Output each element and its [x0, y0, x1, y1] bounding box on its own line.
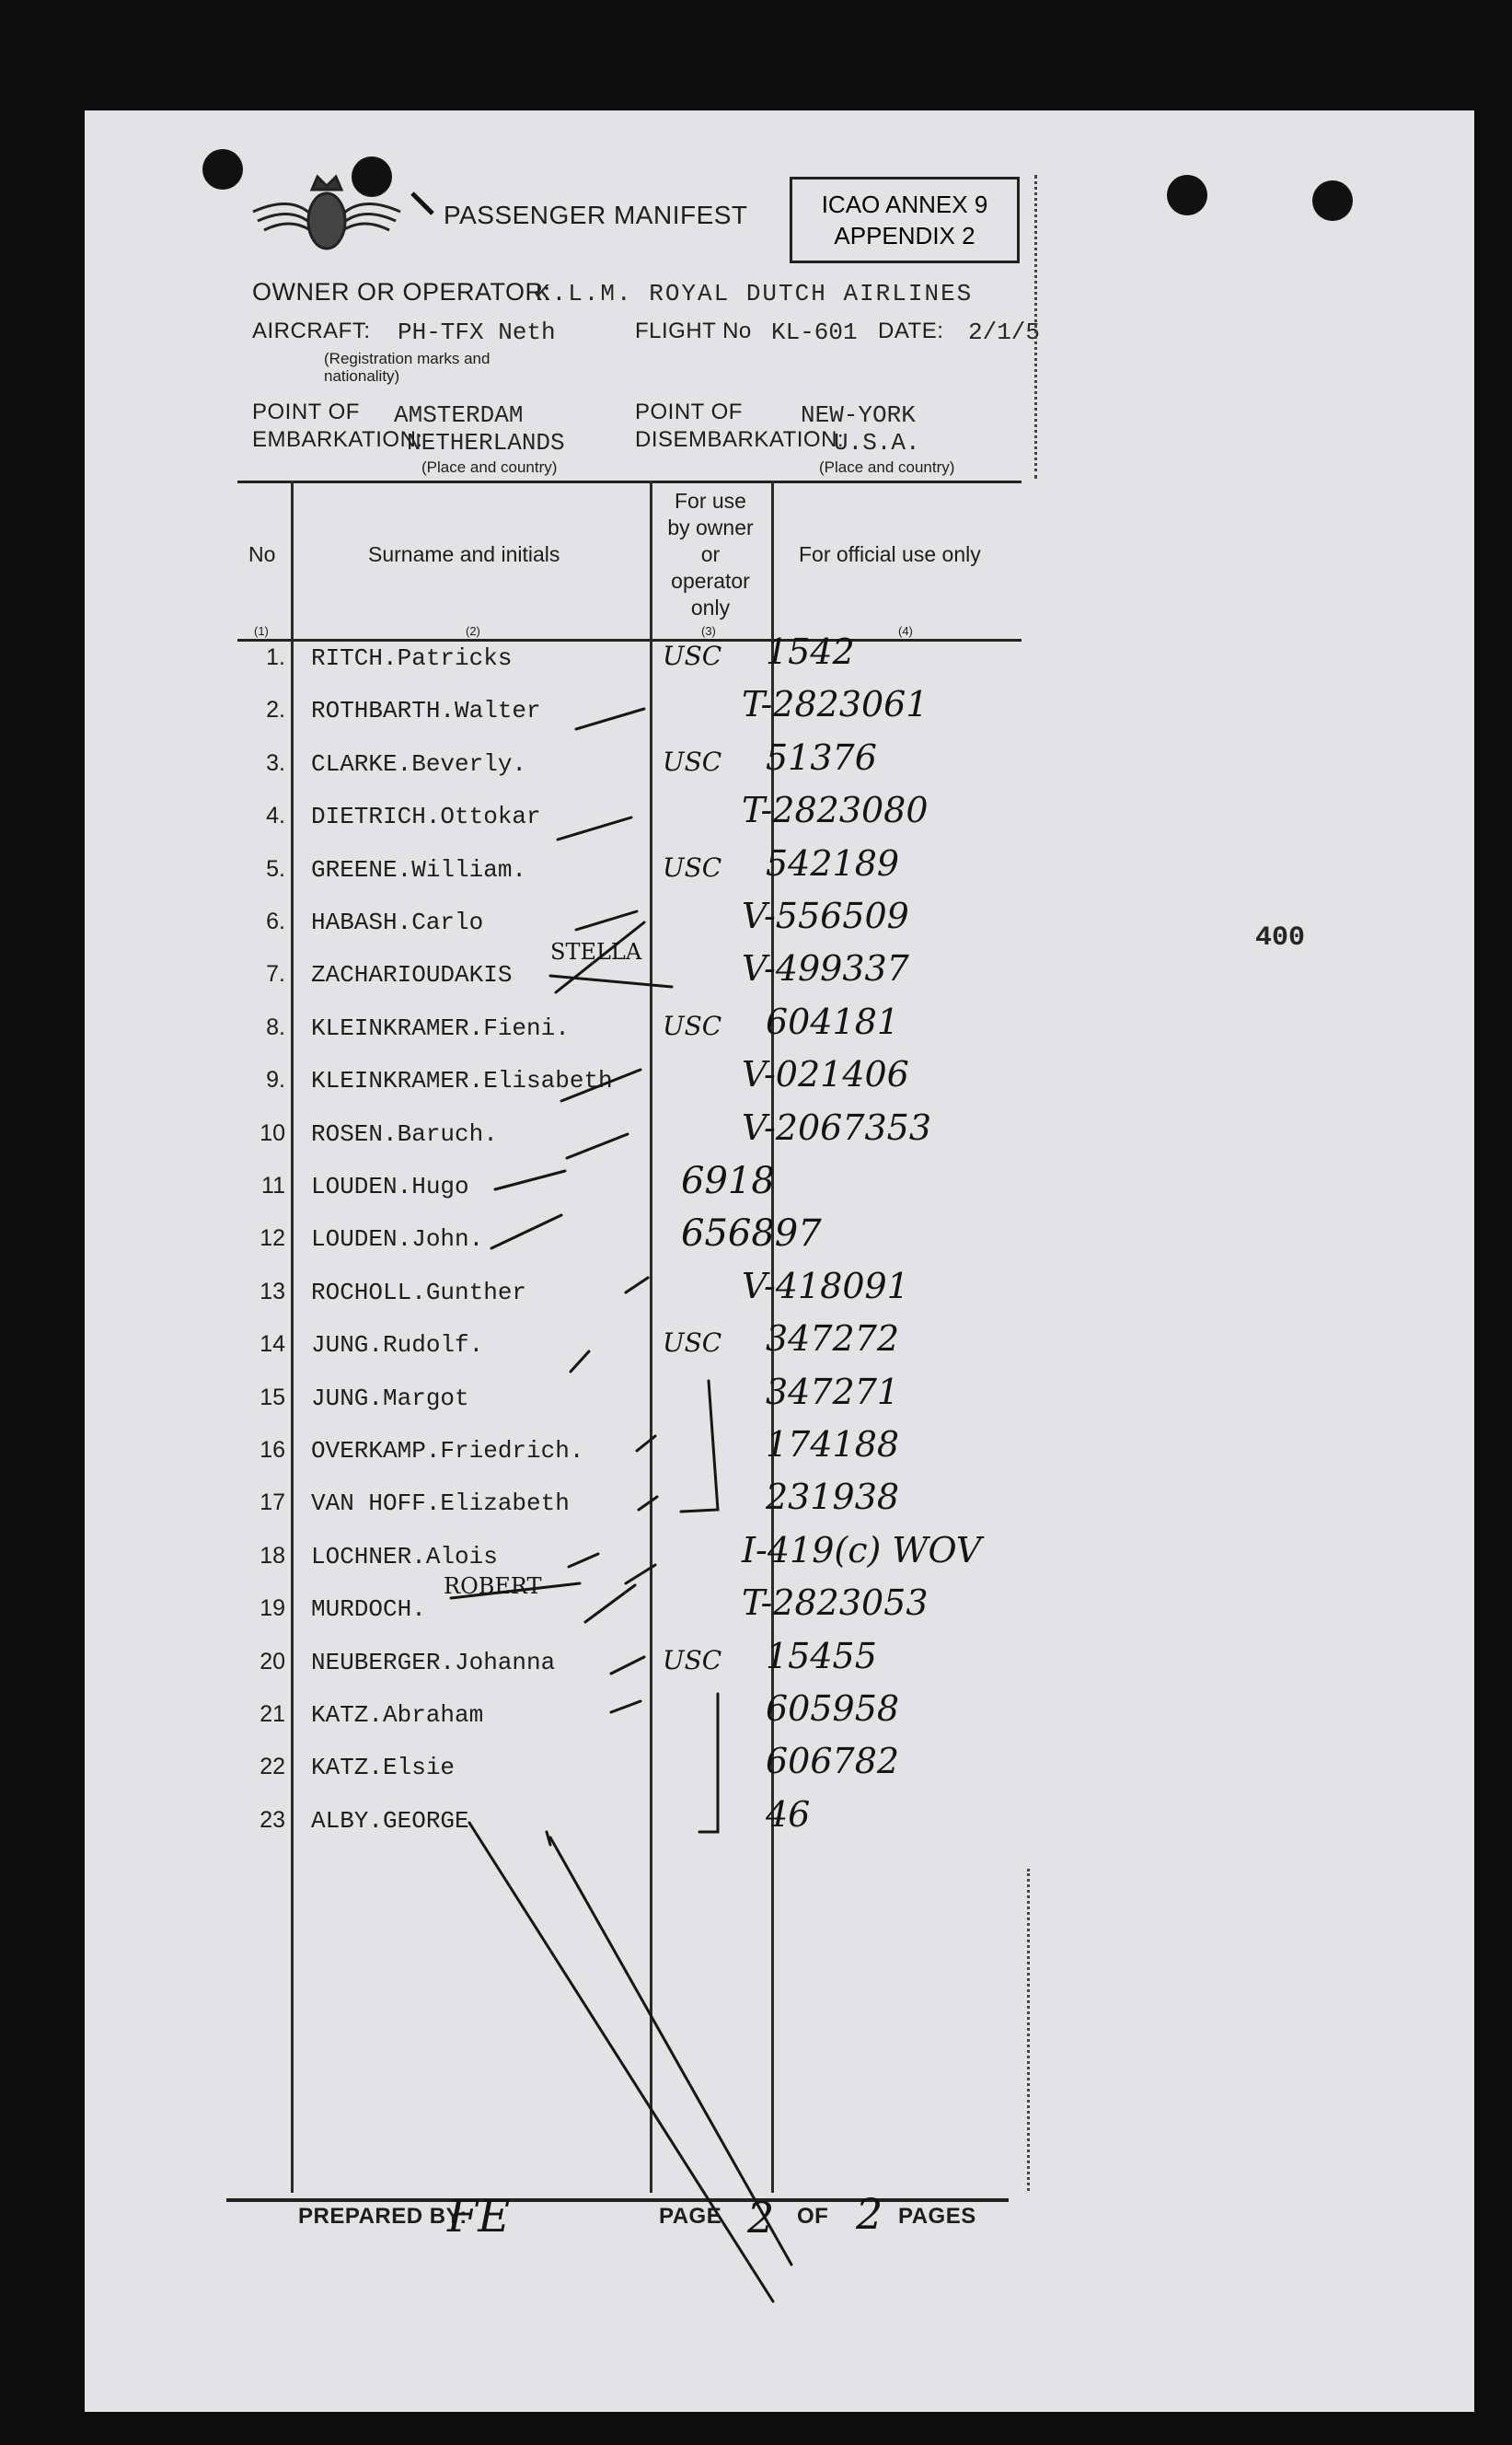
right-col-dotted — [1027, 1869, 1030, 2191]
row-number: 5. — [266, 856, 285, 882]
flight-label: FLIGHT No — [635, 319, 752, 343]
header-bottom-rule — [237, 639, 1021, 642]
col-owner-line: by owner — [667, 516, 754, 539]
aircraft-value: PH-TFX Neth — [398, 319, 556, 346]
row-number: 23 — [260, 1807, 285, 1833]
passenger-name: NEUBERGER.Johanna — [311, 1649, 556, 1676]
right-margin-dotted — [1034, 175, 1037, 479]
row-number: 9. — [266, 1067, 285, 1093]
prepared-by-label: PREPARED BY: — [298, 2204, 467, 2229]
row-number: 17 — [260, 1489, 285, 1515]
table-top-rule — [237, 481, 1021, 483]
row-number: 4. — [266, 803, 285, 829]
prepared-by-signature: FE — [447, 2191, 511, 2242]
name-correction: ROBERT — [444, 1573, 542, 1599]
official-use-entry: 46 — [766, 1794, 811, 1835]
passenger-name: ZACHARIOUDAKIS — [311, 961, 513, 989]
row-number: 7. — [266, 961, 285, 987]
official-use-entry: 542189 — [766, 843, 900, 884]
owner-use-entry: USC — [663, 747, 722, 777]
passenger-name: CLARKE.Beverly. — [311, 750, 527, 778]
table-bottom-rule — [226, 2198, 1009, 2202]
row-number: 3. — [266, 750, 285, 776]
official-use-entry: 604181 — [766, 1002, 900, 1042]
official-use-entry: T-2823080 — [742, 790, 929, 830]
row-number: 20 — [260, 1649, 285, 1674]
col-official-header: For official use only — [799, 542, 981, 566]
official-use-entry: V-418091 — [742, 1266, 909, 1306]
official-use-entry: 51376 — [766, 737, 877, 778]
row-number: 15 — [260, 1385, 285, 1410]
name-correction: STELLA — [550, 939, 642, 965]
flight-value: KL-601 — [771, 319, 858, 346]
page-label: PAGE — [659, 2204, 722, 2229]
owner-use-entry: USC — [663, 1011, 722, 1041]
passenger-name: ROCHOLL.Gunther — [311, 1279, 527, 1306]
passenger-name: HABASH.Carlo — [311, 909, 484, 936]
passenger-name: KLEINKRAMER.Fieni. — [311, 1014, 570, 1042]
disembark-note: (Place and country) — [819, 458, 955, 476]
col-owner-line: operator — [671, 569, 750, 593]
official-use-entry: V-021406 — [742, 1054, 909, 1095]
col-official-index: (4) — [898, 624, 913, 638]
official-use-entry: V-499337 — [742, 948, 909, 989]
official-use-entry: I-419(c) WOV — [742, 1530, 982, 1570]
embark-value-2: NETHERLANDS — [407, 429, 565, 457]
row-number: 12 — [260, 1225, 285, 1251]
official-use-entry: V-2067353 — [742, 1107, 932, 1148]
row-number: 2. — [266, 697, 285, 723]
official-use-entry: 606782 — [766, 1741, 900, 1781]
disembark-value-1: NEW-YORK — [801, 401, 916, 429]
passenger-name: RITCH.Patricks — [311, 644, 513, 672]
of-label: OF — [797, 2204, 829, 2229]
passenger-name: MURDOCH. — [311, 1595, 426, 1623]
passenger-name: OVERKAMP.Friedrich. — [311, 1437, 584, 1465]
row-number: 10 — [260, 1120, 285, 1146]
col-divider-1 — [291, 481, 294, 2193]
owner-value: K.L.M. ROYAL DUTCH AIRLINES — [536, 280, 974, 307]
official-use-entry: 605958 — [766, 1688, 900, 1729]
col-no-index: (1) — [254, 624, 269, 638]
icao-line-1: ICAO ANNEX 9 — [821, 191, 988, 218]
row-number: 18 — [260, 1543, 285, 1569]
col-surname-index: (2) — [466, 624, 480, 638]
col-divider-2 — [650, 481, 652, 2193]
embark-label-1: POINT OF — [252, 400, 360, 424]
embark-note: (Place and country) — [421, 458, 558, 476]
passenger-name: JUNG.Rudolf. — [311, 1331, 484, 1359]
pages-label: PAGES — [898, 2204, 976, 2229]
passenger-name: VAN HOFF.Elizabeth — [311, 1489, 570, 1517]
owner-use-entry: USC — [663, 641, 722, 671]
icao-annex-box — [790, 177, 1020, 263]
embark-label-2: EMBARKATION: — [252, 427, 423, 452]
passenger-name: KLEINKRAMER.Elisabeth — [311, 1067, 613, 1095]
col-owner-index: (3) — [701, 624, 716, 638]
row-number: 1. — [266, 644, 285, 670]
icao-line-2: APPENDIX 2 — [834, 222, 975, 249]
row-number: 11 — [261, 1173, 285, 1199]
owner-label: OWNER OR OPERATOR: — [252, 278, 551, 306]
row-number: 14 — [260, 1331, 285, 1357]
official-use-entry: 347271 — [766, 1372, 900, 1412]
owner-use-entry: 6918 — [681, 1160, 775, 1202]
passenger-name: KATZ.Abraham — [311, 1701, 484, 1729]
passenger-name: GREENE.William. — [311, 856, 527, 884]
row-number: 6. — [266, 909, 285, 934]
passenger-name: ROTHBARTH.Walter — [311, 697, 541, 724]
date-value: 2/1/5 — [968, 319, 1041, 346]
official-use-entry: V-556509 — [742, 896, 909, 936]
owner-use-entry: 656897 — [681, 1212, 822, 1255]
page-number: 2 — [747, 2193, 775, 2242]
disembark-value-2: U.S.A. — [834, 429, 920, 457]
embark-value-1: AMSTERDAM — [394, 401, 524, 429]
total-pages: 2 — [856, 2189, 883, 2239]
row-number: 16 — [260, 1437, 285, 1463]
passenger-name: LOUDEN.John. — [311, 1225, 484, 1253]
row-number: 13 — [260, 1279, 285, 1304]
col-owner-line: For use — [675, 489, 746, 513]
owner-use-entry: USC — [663, 852, 722, 883]
official-use-entry: T-2823053 — [742, 1582, 929, 1623]
owner-use-entry: USC — [663, 1327, 722, 1358]
row-number: 19 — [260, 1595, 285, 1621]
owner-use-entry: USC — [663, 1645, 722, 1675]
passenger-name: DIETRICH.Ottokar — [311, 803, 541, 830]
col-owner-header — [655, 488, 766, 621]
official-use-entry: 174188 — [766, 1424, 900, 1465]
passenger-name: ALBY.GEORGE — [311, 1807, 469, 1835]
manifest-title: PASSENGER MANIFEST — [444, 201, 748, 229]
passenger-name: ROSEN.Baruch. — [311, 1120, 498, 1148]
side-number: 400 — [1255, 922, 1306, 954]
col-owner-line: or — [700, 542, 721, 566]
passenger-name: JUNG.Margot — [311, 1385, 469, 1412]
official-use-entry: 1542 — [766, 632, 855, 672]
passenger-name: LOCHNER.Alois — [311, 1543, 498, 1570]
aircraft-note: (Registration marks and nationality) — [324, 350, 491, 385]
official-use-entry: 347272 — [766, 1318, 900, 1359]
disembark-label-2: DISEMBARKATION: — [635, 427, 845, 452]
passenger-name: KATZ.Elsie — [311, 1754, 456, 1781]
row-number: 22 — [260, 1754, 285, 1779]
official-use-entry: T-2823061 — [742, 684, 929, 724]
passenger-name: LOUDEN.Hugo — [311, 1173, 469, 1200]
row-number: 21 — [260, 1701, 285, 1727]
official-use-entry: 231938 — [766, 1477, 900, 1517]
col-surname-header: Surname and initials — [368, 542, 560, 566]
col-no-header: No — [248, 542, 276, 566]
row-number: 8. — [266, 1014, 285, 1040]
date-label: DATE: — [878, 319, 944, 343]
official-use-entry: 15455 — [766, 1636, 877, 1676]
aircraft-label: AIRCRAFT: — [252, 319, 371, 343]
disembark-label-1: POINT OF — [635, 400, 743, 424]
col-owner-line: only — [690, 596, 731, 620]
